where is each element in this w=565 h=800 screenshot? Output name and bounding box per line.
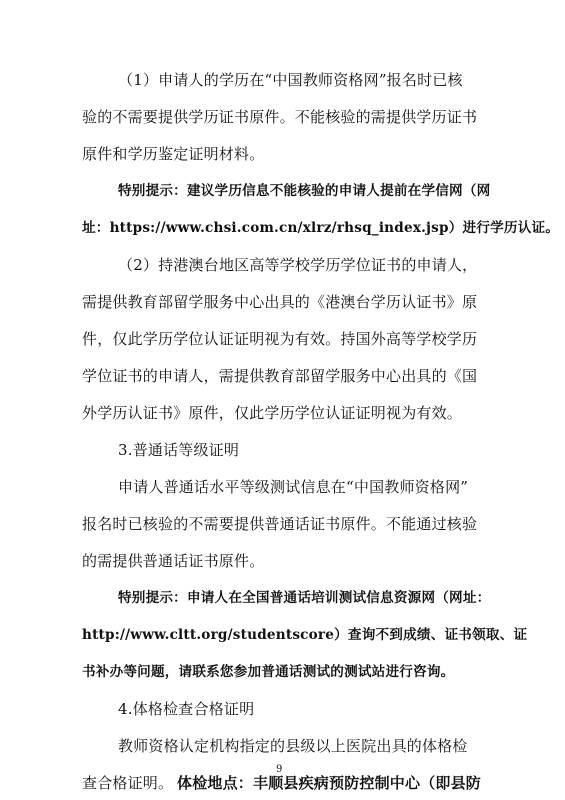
paragraph-line-12: 教师资格认定机构指定的县级以上医院出具的体格检	[118, 737, 468, 755]
special-tip-line-2: 址：https://www.chsi.com.cn/xlrz/rhsq_index.jsp）进行学历认证。	[82, 220, 560, 236]
paragraph-line-7: 学位证书的申请人，需提供教育部留学服务中心出具的《国	[82, 367, 478, 385]
paragraph-line-10: 报名时已核验的不需要提供普通话证书原件。不能通过核验	[82, 515, 478, 533]
page-number: 9	[276, 764, 283, 775]
section-heading-health: 4.体格检查合格证明	[118, 700, 255, 718]
special-tip-line-4: http://www.cltt.org/studentscore）查询不到成绩、证书领取、证	[82, 627, 528, 643]
special-tip-line-1: 特别提示：建议学历信息不能核验的申请人提前在学信网（网	[118, 183, 491, 199]
paragraph-line-9: 申请人普通话水平等级测试信息在“中国教师资格网”	[118, 478, 469, 496]
health-check-location: 体检地点：丰顺县疾病预防控制中心（即县防	[177, 774, 482, 792]
special-tip-line-3: 特别提示：申请人在全国普通话培训测试信息资源网（网址：	[118, 590, 491, 606]
paragraph-line-13: 查合格证明。	[82, 774, 174, 792]
paragraph-line-2: 验的不需要提供学历证书原件。不能核验的需提供学历证书	[82, 108, 478, 126]
paragraph-line-4: （2）持港澳台地区高等学校学历学位证书的申请人，	[118, 256, 478, 274]
special-tip-line-5: 书补办等问题，请联系您参加普通话测试的测试站进行咨询。	[82, 664, 455, 680]
paragraph-line-3: 原件和学历鉴定证明材料。	[82, 145, 265, 163]
paragraph-line-11: 的需提供普通话证书原件。	[82, 552, 265, 570]
section-heading-putonghua: 3.普通话等级证明	[118, 441, 240, 459]
paragraph-line-8: 外学历认证书》原件，仅此学历学位认证证明视为有效。	[82, 404, 463, 422]
paragraph-line-5: 需提供教育部留学服务中心出具的《港澳台学历认证书》原	[82, 293, 478, 311]
paragraph-line-6: 件，仅此学历学位认证证明视为有效。持国外高等学校学历	[82, 330, 478, 348]
paragraph-line-1: （1）申请人的学历在“中国教师资格网”报名时已核	[118, 71, 463, 89]
